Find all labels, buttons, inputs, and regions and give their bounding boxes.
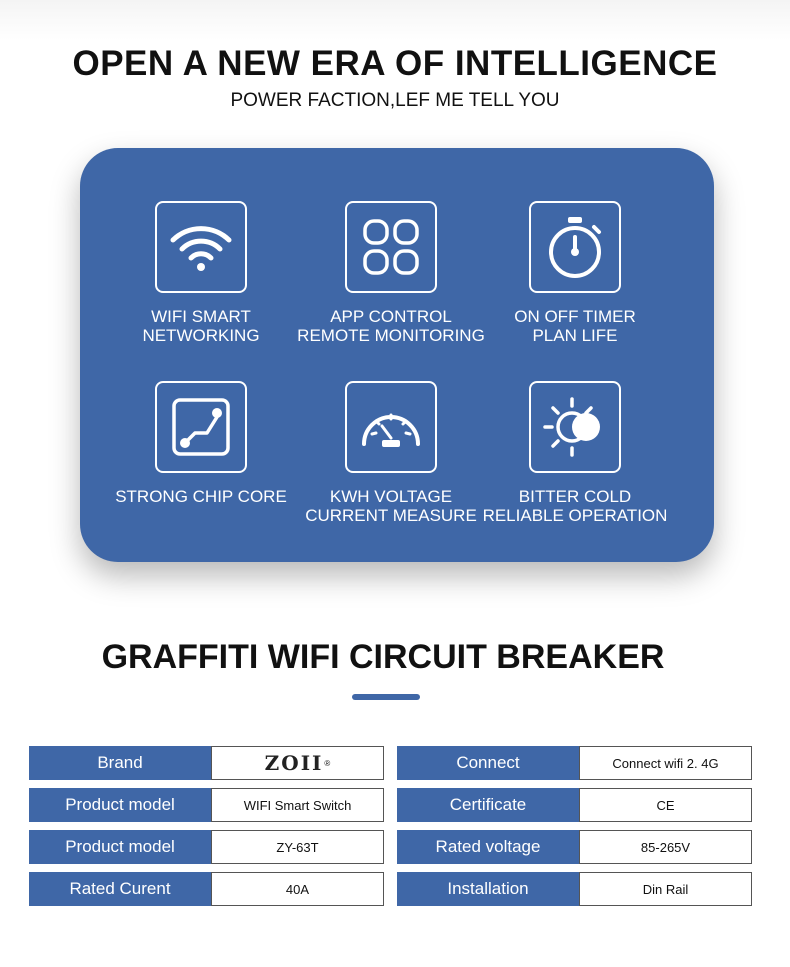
feature-label: WIFI SMART NETWORKING [142, 307, 260, 345]
spec-key: Brand [29, 746, 211, 780]
feature-label: STRONG CHIP CORE [115, 487, 287, 506]
spec-value: WIFI Smart Switch [211, 788, 384, 822]
features-panel [80, 148, 714, 562]
spec-row-current [29, 872, 384, 906]
page-subtitle: POWER FACTION,LEF ME TELL YOU [230, 90, 560, 111]
spec-row-certificate [397, 788, 752, 822]
top-fade [0, 0, 790, 40]
spec-key: Certificate [397, 788, 579, 822]
product-title: GRAFFITI WIFI CIRCUIT BREAKER [101, 638, 665, 676]
sun-cloud-icon [542, 395, 608, 459]
spec-value: Din Rail [579, 872, 752, 906]
feature-wifi [96, 201, 306, 345]
feature-icon-box [155, 201, 247, 293]
spec-key: Installation [397, 872, 579, 906]
feature-app-control [286, 201, 496, 345]
feature-label: APP CONTROL REMOTE MONITORING [297, 307, 485, 345]
chip-icon [171, 397, 231, 457]
spec-row-model [29, 788, 384, 822]
stopwatch-icon [544, 215, 606, 279]
feature-icon-box [345, 201, 437, 293]
spec-row-voltage [397, 830, 752, 864]
feature-icon-box [345, 381, 437, 473]
spec-row-installation [397, 872, 752, 906]
spec-row-connect [397, 746, 752, 780]
wifi-icon [169, 222, 233, 272]
feature-label: KWH VOLTAGE CURRENT MEASURE [305, 487, 477, 525]
spec-row-brand [29, 746, 384, 780]
spec-value-brand-logo [211, 746, 384, 780]
title-underline [352, 694, 420, 700]
app-grid-icon [362, 218, 420, 276]
spec-key: Connect [397, 746, 579, 780]
feature-label: BITTER COLD RELIABLE OPERATION [482, 487, 668, 525]
spec-value: 40A [211, 872, 384, 906]
spec-key: Product model [29, 830, 211, 864]
feature-measure [286, 381, 496, 525]
feature-cold [470, 381, 680, 525]
spec-key: Rated Curent [29, 872, 211, 906]
spec-row-model-number [29, 830, 384, 864]
feature-timer [470, 201, 680, 345]
feature-chip [96, 381, 306, 506]
registered-mark: ® [324, 758, 331, 768]
spec-key: Product model [29, 788, 211, 822]
gauge-icon [358, 402, 424, 452]
spec-value: CE [579, 788, 752, 822]
page-title: OPEN A NEW ERA OF INTELLIGENCE [72, 44, 718, 83]
feature-icon-box [529, 201, 621, 293]
feature-icon-box [155, 381, 247, 473]
spec-key: Rated voltage [397, 830, 579, 864]
spec-value: ZY-63T [211, 830, 384, 864]
spec-value: 85-265V [579, 830, 752, 864]
feature-label: ON OFF TIMER PLAN LIFE [514, 307, 636, 345]
spec-value: Connect wifi 2. 4G [579, 746, 752, 780]
feature-icon-box [529, 381, 621, 473]
brand-logo: ZOII [264, 751, 324, 775]
